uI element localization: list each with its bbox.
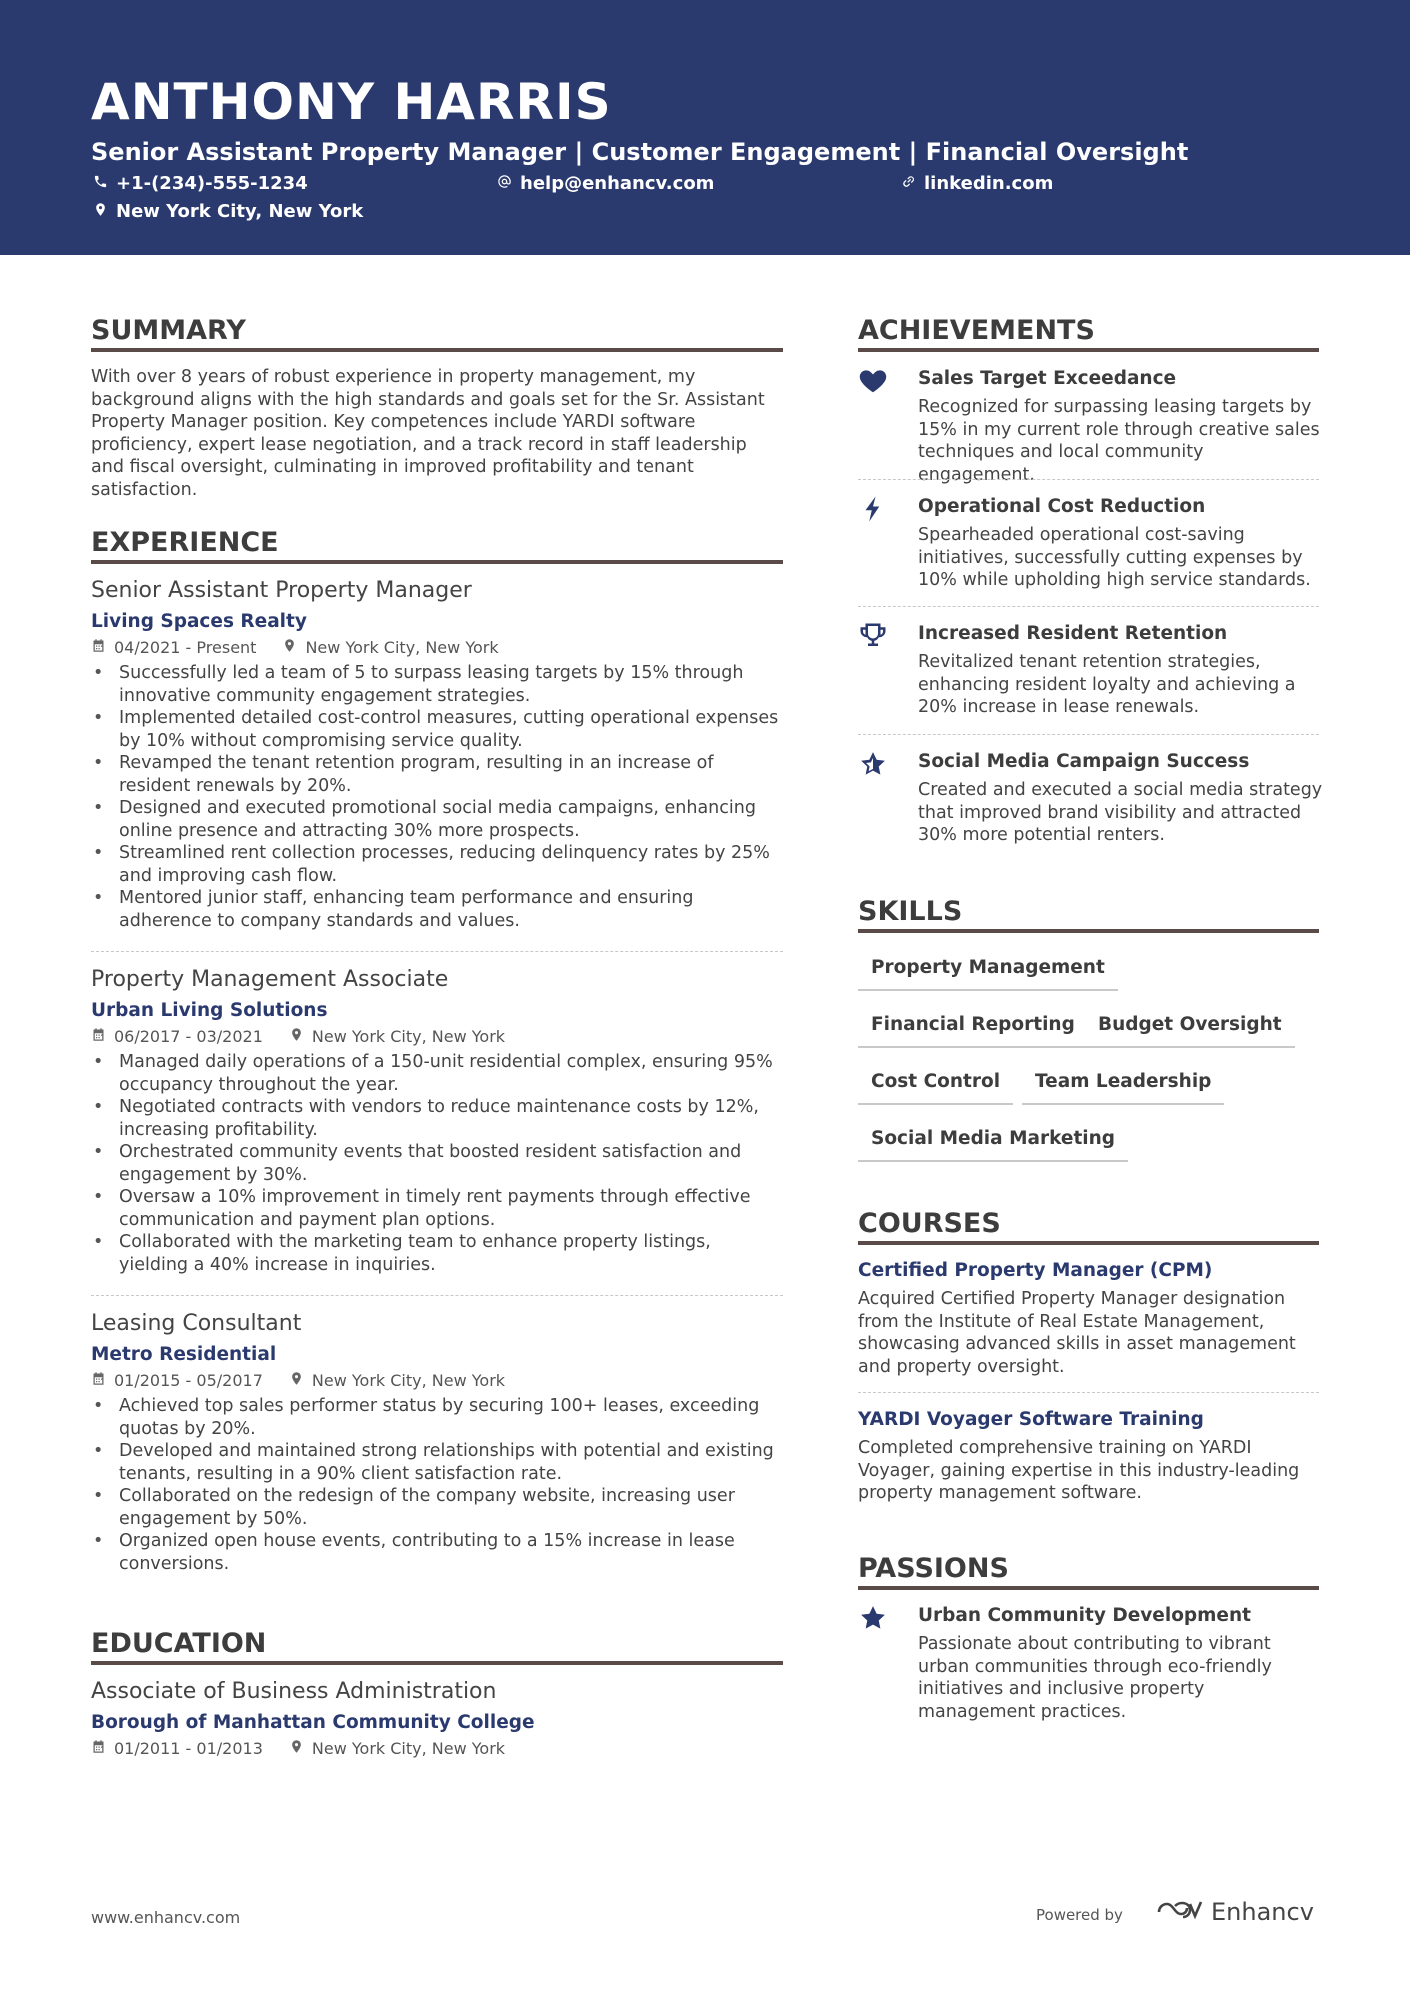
resume-header [0, 0, 1410, 255]
bullet-item: • Revamped the tenant retention program, resulting in an increase of resident renewals by 20%. [91, 752, 783, 797]
phone-text: +1-(234)-555-1234 [116, 173, 308, 194]
location-pin-icon [289, 1026, 304, 1048]
job-meta [91, 637, 783, 659]
skills-rule [858, 929, 1319, 933]
job-bullets [91, 662, 783, 932]
star-icon [858, 1603, 890, 1635]
heart-icon [858, 366, 890, 398]
education-meta [91, 1738, 783, 1760]
enhancv-logo[interactable] [1155, 1896, 1314, 1928]
education-rule [91, 1661, 783, 1665]
location-pin-icon [93, 200, 108, 224]
school-name: Borough of Manhattan Community College [91, 1712, 535, 1733]
skill-tag: Budget Oversight [1085, 1012, 1295, 1048]
divider [858, 606, 1319, 607]
phone-icon [93, 172, 108, 196]
linkedin-contact[interactable] [901, 172, 1053, 196]
location-pin-icon [282, 637, 297, 659]
bullet-item: • Collaborated with the marketing team to enhance property listings, yielding a 40% increase in inquiries. [91, 1231, 783, 1276]
skill-tag: Cost Control [858, 1069, 1013, 1105]
passion-desc: Passionate about contributing to vibrant urban communities through eco-friendly initiatives and inclusive property management practices. [918, 1634, 1272, 1722]
course-item [858, 1258, 1319, 1378]
achievements-heading: ACHIEVEMENTS [858, 315, 1095, 346]
link-icon [901, 172, 916, 196]
course-item [858, 1407, 1319, 1505]
calendar-icon [91, 637, 106, 659]
bullet-item: • Mentored junior staff, enhancing team performance and ensuring adherence to company standards and values. [91, 887, 783, 932]
divider [858, 734, 1319, 735]
summary-rule [91, 348, 783, 352]
job-company: Living Spaces Realty [91, 611, 307, 632]
divider [858, 1392, 1319, 1393]
star-outline-icon [858, 749, 890, 781]
education-heading: EDUCATION [91, 1628, 267, 1659]
divider [858, 479, 1319, 480]
achievement-desc: Recognized for surpassing leasing targets by 15% in my current role through creative sales techniques and local community engagement. [918, 397, 1320, 485]
education-dates: 01/2011 - 01/2013 [114, 1739, 263, 1758]
bullet-item: • Collaborated on the redesign of the company website, increasing user engagement by 50%. [91, 1485, 783, 1530]
candidate-name: ANTHONY HARRIS [91, 73, 612, 131]
courses-rule [858, 1241, 1319, 1245]
job-location: New York City, New York [311, 1027, 506, 1046]
bullet-item: • Oversaw a 10% improvement in timely rent payments through effective communication and payment plan options. [91, 1186, 783, 1231]
achievement-desc: Revitalized tenant retention strategies, enhancing resident loyalty and achieving a 20% increase in lease renewals. [918, 652, 1296, 718]
calendar-icon [91, 1370, 106, 1392]
passions-heading: PASSIONS [858, 1553, 1009, 1584]
bullet-item: • Implemented detailed cost-control measures, cutting operational expenses by 10% without compromising service quality. [91, 707, 783, 752]
bullet-item: • Developed and maintained strong relationships with potential and existing tenants, resulting in a 90% client satisfaction rate. [91, 1440, 783, 1485]
job-company: Metro Residential [91, 1344, 277, 1365]
education-location: New York City, New York [311, 1739, 506, 1758]
achievements-rule [858, 348, 1319, 352]
lightning-icon [858, 494, 890, 526]
location-pin-icon [289, 1370, 304, 1392]
bullet-item: • Streamlined rent collection processes, reducing delinquency rates by 25% and improving cash flow. [91, 842, 783, 887]
job-dates: 01/2015 - 05/2017 [114, 1371, 263, 1390]
course-title: YARDI Voyager Software Training [858, 1409, 1204, 1430]
skill-tag: Property Management [858, 955, 1118, 991]
summary-heading: SUMMARY [91, 315, 246, 346]
achievement-title: Sales Target Exceedance [918, 368, 1177, 389]
education-entry [91, 1677, 783, 1760]
experience-rule [91, 560, 783, 564]
footer-url[interactable]: www.enhancv.com [91, 1908, 241, 1927]
job-title: Senior Assistant Property Manager [91, 578, 472, 603]
bullet-item: • Successfully led a team of 5 to surpass leasing targets by 15% through innovative community engagement strategies. [91, 662, 783, 707]
course-desc: Completed comprehensive training on YARDI Voyager, gaining expertise in this industry-leading property management software. [858, 1438, 1300, 1504]
location-pin-icon [289, 1738, 304, 1760]
course-desc: Acquired Certified Property Manager designation from the Institute of Real Estate Management, showcasing advanced skills in asset management and property oversight. [858, 1289, 1296, 1377]
linkedin-text: linkedin.com [924, 173, 1054, 194]
email-text: help@enhancv.com [520, 173, 715, 194]
job-entry [91, 1309, 783, 1575]
job-meta [91, 1026, 783, 1048]
job-title: Property Management Associate [91, 967, 449, 992]
skills-heading: SKILLS [858, 896, 963, 927]
job-meta [91, 1370, 783, 1392]
location-contact [93, 200, 363, 224]
job-entry [91, 576, 783, 932]
summary-text: With over 8 years of robust experience in property management, my background aligns with the high standards and goals set for the Sr. Assistant Property Manager position. Key competences include YARDI software proficiency, expert lease negotiation, and a track record in staff leadership and fiscal oversight, culminating in improved profitability and tenant satisfaction. [91, 367, 765, 500]
job-bullets [91, 1395, 783, 1575]
bullet-item: • Achieved top sales performer status by securing 100+ leases, exceeding quotas by 20%. [91, 1395, 783, 1440]
experience-heading: EXPERIENCE [91, 527, 279, 558]
achievement-desc: Created and executed a social media strategy that improved brand visibility and attracted 30% more potential renters. [918, 780, 1323, 846]
skill-tag: Social Media Marketing [858, 1126, 1128, 1162]
job-dates: 06/2017 - 03/2021 [114, 1027, 263, 1046]
skill-tag: Team Leadership [1022, 1069, 1224, 1105]
calendar-icon [91, 1738, 106, 1760]
divider [91, 1295, 783, 1296]
job-dates: 04/2021 - Present [114, 638, 257, 657]
at-icon [497, 172, 512, 196]
job-bullets [91, 1051, 783, 1276]
achievement-desc: Spearheaded operational cost-saving initiatives, successfully cutting expenses by 10% while upholding high service standards. [918, 525, 1311, 591]
courses-heading: COURSES [858, 1208, 1001, 1239]
achievement-title: Increased Resident Retention [918, 623, 1228, 644]
calendar-icon [91, 1026, 106, 1048]
bullet-item: • Orchestrated community events that boosted resident satisfaction and engagement by 30%. [91, 1141, 783, 1186]
job-company: Urban Living Solutions [91, 1000, 328, 1021]
passions-rule [858, 1586, 1319, 1590]
powered-by-label: Powered by [1036, 1906, 1123, 1924]
divider [91, 951, 783, 952]
phone-contact [93, 172, 308, 196]
course-title: Certified Property Manager (CPM) [858, 1260, 1213, 1281]
job-entry [91, 965, 783, 1276]
bullet-item: • Organized open house events, contributing to a 15% increase in lease conversions. [91, 1530, 783, 1575]
passion-title: Urban Community Development [918, 1605, 1251, 1626]
bullet-item: • Negotiated contracts with vendors to reduce maintenance costs by 12%, increasing profitability. [91, 1096, 783, 1141]
achievement-title: Operational Cost Reduction [918, 496, 1206, 517]
job-title: Leasing Consultant [91, 1311, 302, 1336]
degree-title: Associate of Business Administration [91, 1679, 497, 1704]
achievement-title: Social Media Campaign Success [918, 751, 1250, 772]
skill-tag: Financial Reporting [858, 1012, 1088, 1048]
email-contact[interactable] [497, 172, 714, 196]
enhancv-wordmark: Enhancv [1211, 1898, 1314, 1926]
location-text: New York City, New York [116, 201, 364, 222]
enhancv-logo-icon [1155, 1896, 1203, 1928]
candidate-title: Senior Assistant Property Manager | Customer Engagement | Financial Oversight [91, 138, 1189, 166]
trophy-icon [858, 621, 890, 653]
job-location: New York City, New York [311, 1371, 506, 1390]
bullet-item: • Managed daily operations of a 150-unit residential complex, ensuring 95% occupancy throughout the year. [91, 1051, 783, 1096]
job-location: New York City, New York [305, 638, 499, 657]
bullet-item: • Designed and executed promotional social media campaigns, enhancing online presence and attracting 30% more prospects. [91, 797, 783, 842]
